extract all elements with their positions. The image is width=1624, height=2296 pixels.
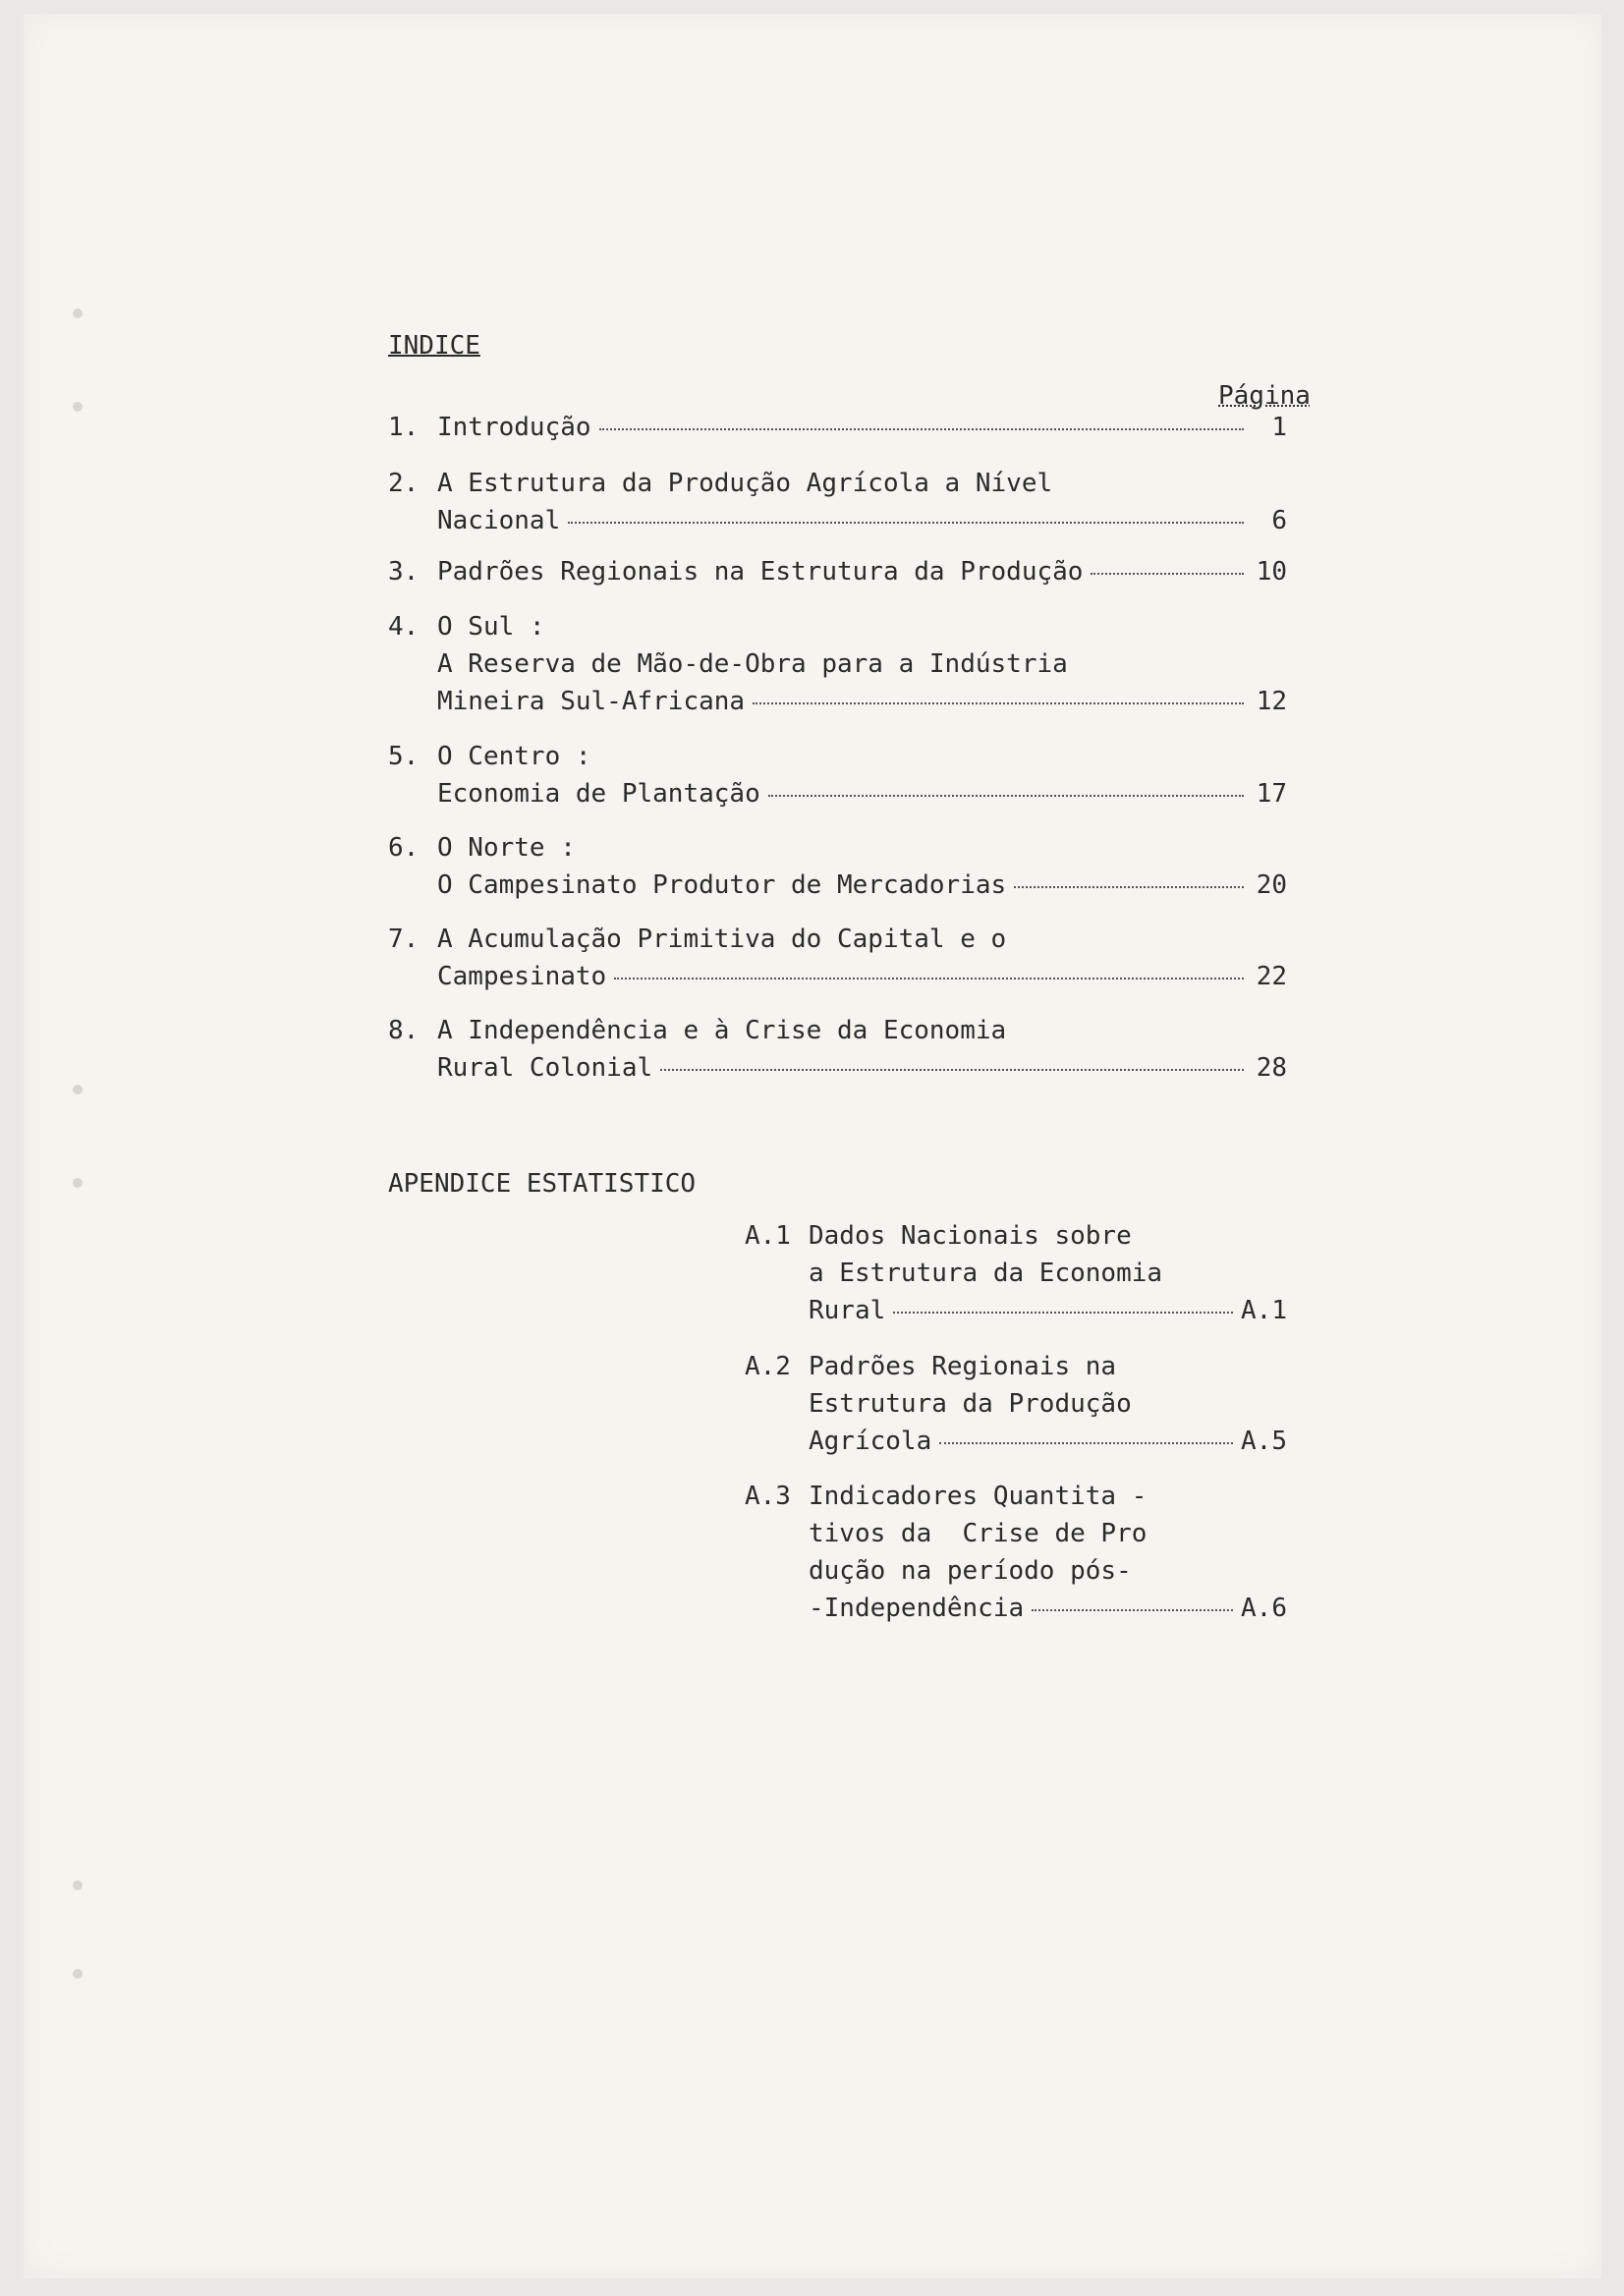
index-heading: INDICE: [388, 331, 480, 361]
appendix-entry-title: -Independência: [809, 1594, 1025, 1623]
appendix-entry-title: tivos da Crise de Pro: [809, 1519, 1148, 1548]
toc-entry-5: [388, 742, 1287, 816]
toc-entry-title: Economia de Plantação: [437, 779, 760, 809]
toc-entry-title: A Estrutura da Produção Agrícola a Nível: [437, 469, 1053, 498]
toc-entry-title: Rural Colonial: [437, 1053, 653, 1083]
appendix-entry-a3: [745, 1482, 1287, 1631]
toc-entry-7: [388, 924, 1287, 999]
punch-hole: [73, 308, 83, 318]
appendix-entry-title: Indicadores Quantita -: [809, 1482, 1148, 1511]
toc-entry-page: 1: [1271, 413, 1287, 442]
toc-entry-8: [388, 1016, 1287, 1091]
appendix-entry-title: Padrões Regionais na: [809, 1352, 1117, 1381]
toc-entry-number: 1.: [388, 413, 420, 442]
appendix-entry-title: Rural: [809, 1296, 886, 1325]
toc-entry-number: 2.: [388, 469, 420, 498]
toc-entry-title: Padrões Regionais na Estrutura da Produção: [437, 557, 1084, 587]
toc-entry-6: [388, 833, 1287, 908]
appendix-entry-a1: [745, 1221, 1287, 1333]
toc-entry-title: Introdução: [437, 413, 591, 442]
toc-entry-page: 6: [1271, 506, 1287, 535]
toc-entry-title: Mineira Sul-Africana: [437, 687, 746, 716]
document-page: [24, 14, 1601, 2278]
appendix-entry-number: A.1: [745, 1221, 791, 1251]
toc-entry-page: 10: [1256, 557, 1287, 587]
toc-entry-2: [388, 469, 1287, 543]
page-column-label: Página: [1218, 381, 1311, 411]
toc-entry-number: 3.: [388, 557, 420, 587]
appendix-entry-page: A.6: [1241, 1594, 1287, 1623]
toc-entry-number: 4.: [388, 612, 420, 642]
appendix-entry-title: dução na período pós-: [809, 1556, 1132, 1586]
appendix-entry-title: Agrícola: [809, 1427, 932, 1456]
toc-entry-title: A Independência e à Crise da Economia: [437, 1016, 1007, 1045]
punch-hole: [73, 1969, 83, 1979]
toc-entry-number: 6.: [388, 833, 420, 863]
toc-entry-1: [388, 413, 1287, 450]
toc-entry-title: O Campesinato Produtor de Mercadorias: [437, 870, 1007, 900]
appendix-entry-number: A.2: [745, 1352, 791, 1381]
punch-hole: [73, 402, 83, 412]
toc-entry-title: Campesinato: [437, 962, 607, 991]
toc-entry-number: 7.: [388, 924, 420, 954]
toc-entry-page: 28: [1256, 1053, 1287, 1083]
toc-entry-page: 20: [1256, 870, 1287, 900]
toc-entry-title: A Acumulação Primitiva do Capital e o: [437, 924, 1007, 954]
toc-entry-title: O Norte :: [437, 833, 576, 863]
punch-hole: [73, 1085, 83, 1094]
toc-entry-number: 8.: [388, 1016, 420, 1045]
toc-entry-title: Nacional: [437, 506, 561, 535]
appendix-entry-title: Dados Nacionais sobre: [809, 1221, 1132, 1251]
toc-entry-4: [388, 612, 1287, 724]
punch-hole: [73, 1880, 83, 1890]
toc-entry-page: 22: [1256, 962, 1287, 991]
toc-entry-page: 17: [1256, 779, 1287, 809]
appendix-entry-number: A.3: [745, 1482, 791, 1511]
appendix-entry-title: a Estrutura da Economia: [809, 1259, 1163, 1288]
toc-entry-number: 5.: [388, 742, 420, 771]
punch-hole: [73, 1178, 83, 1188]
toc-entry-3: [388, 557, 1287, 594]
appendix-heading: APENDICE ESTATISTICO: [388, 1169, 697, 1199]
appendix-entry-title: Estrutura da Produção: [809, 1389, 1132, 1419]
appendix-entry-a2: [745, 1352, 1287, 1464]
appendix-entry-page: A.1: [1241, 1296, 1287, 1325]
appendix-entry-page: A.5: [1241, 1427, 1287, 1456]
toc-entry-title: O Centro :: [437, 742, 591, 771]
toc-entry-title: O Sul :: [437, 612, 545, 642]
toc-entry-title: A Reserva de Mão-de-Obra para a Indústria: [437, 649, 1068, 679]
toc-entry-page: 12: [1256, 687, 1287, 716]
